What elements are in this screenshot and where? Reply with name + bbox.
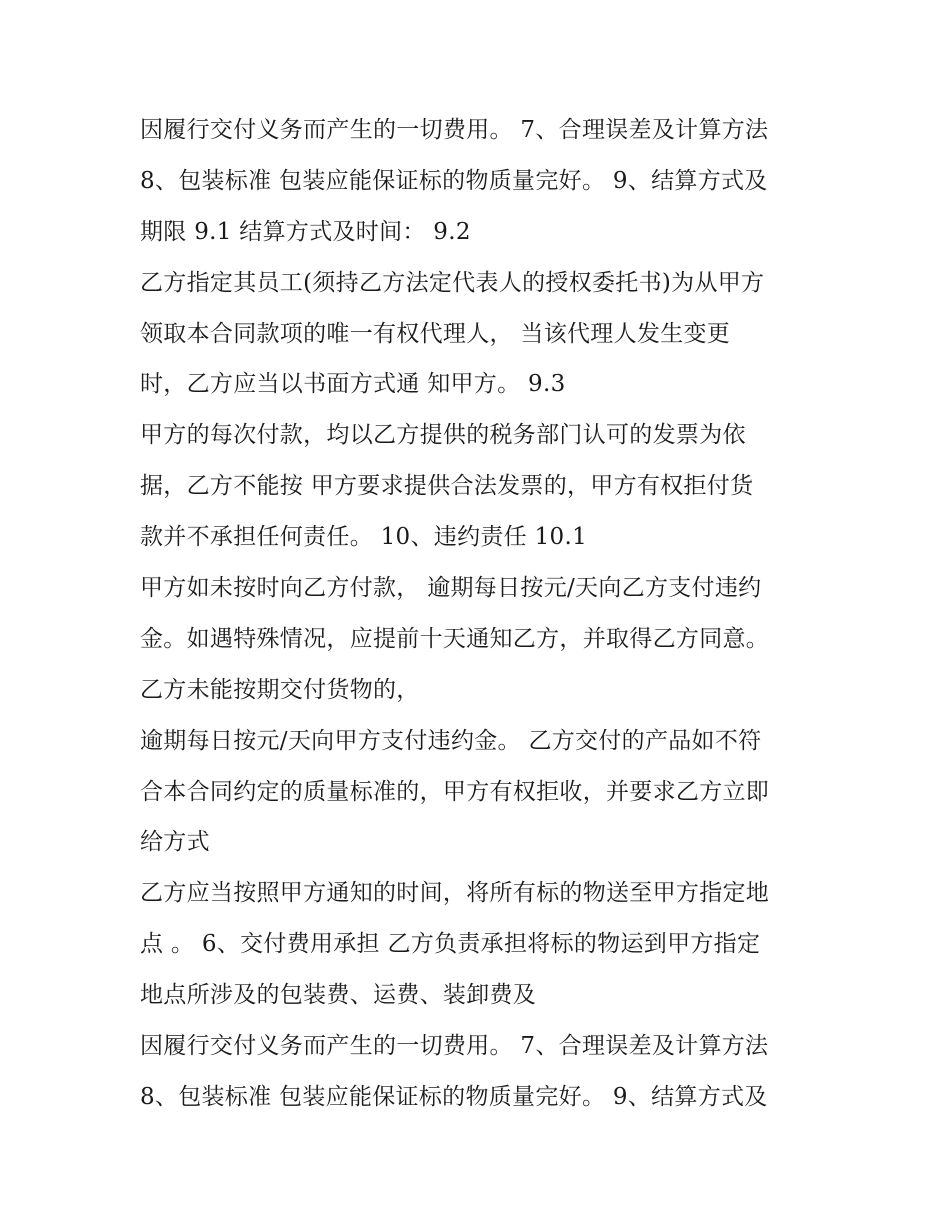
- text-line: 乙方应当按照甲方通知的时间，将所有标的物送至甲方指定地: [140, 880, 770, 907]
- text-line: 8、包装标准 包装应能保证标的物质量完好。 9、结算方式及: [140, 167, 768, 194]
- text-line: 金。如遇特殊情况，应提前十天通知乙方，并取得乙方同意。: [140, 625, 770, 652]
- text-line: 8、包装标准 包装应能保证标的物质量完好。 9、结算方式及: [140, 1083, 768, 1110]
- text-line: 乙方指定其员工(须持乙方法定代表人的授权委托书)为从甲方: [140, 269, 765, 296]
- text-line: 点 。 6、交付费用承担 乙方负责承担将标的物运到甲方指定: [140, 931, 761, 958]
- text-line: 合本合同约定的质量标准的，甲方有权拒收，并要求乙方立即: [140, 778, 770, 805]
- text-line: 据，乙方不能按 甲方要求提供合法发票的，甲方有权拒付货: [140, 473, 754, 500]
- text-line: 领取本合同款项的唯一有权代理人， 当该代理人发生变更: [140, 320, 731, 347]
- text-line: 时，乙方应当以书面方式通 知甲方。 9.3: [140, 371, 566, 398]
- text-line: 因履行交付义务而产生的一切费用。 7、合理误差及计算方法: [140, 1033, 769, 1060]
- text-line: 期限 9.1 结算方式及时间： 9.2: [140, 218, 471, 245]
- text-line: 地点所涉及的包装费、运费、装卸费及: [140, 982, 537, 1009]
- text-line: 款并不承担任何责任。 10、违约责任 10.1: [140, 524, 587, 551]
- text-line: 甲方的每次付款，均以乙方提供的税务部门认可的发票为依: [140, 422, 746, 449]
- document-body: [140, 108, 830, 1126]
- text-line: 因履行交付义务而产生的一切费用。 7、合理误差及计算方法: [140, 117, 769, 143]
- text-line: 逾期每日按元/天向甲方支付违约金。 乙方交付的产品如不符: [140, 727, 762, 754]
- text-line: 给方式: [140, 829, 210, 856]
- text-line: 甲方如未按时向乙方付款， 逾期每日按元/天向乙方支付违约: [140, 575, 762, 602]
- text-line: 乙方未能按期交付货物的，: [140, 676, 420, 703]
